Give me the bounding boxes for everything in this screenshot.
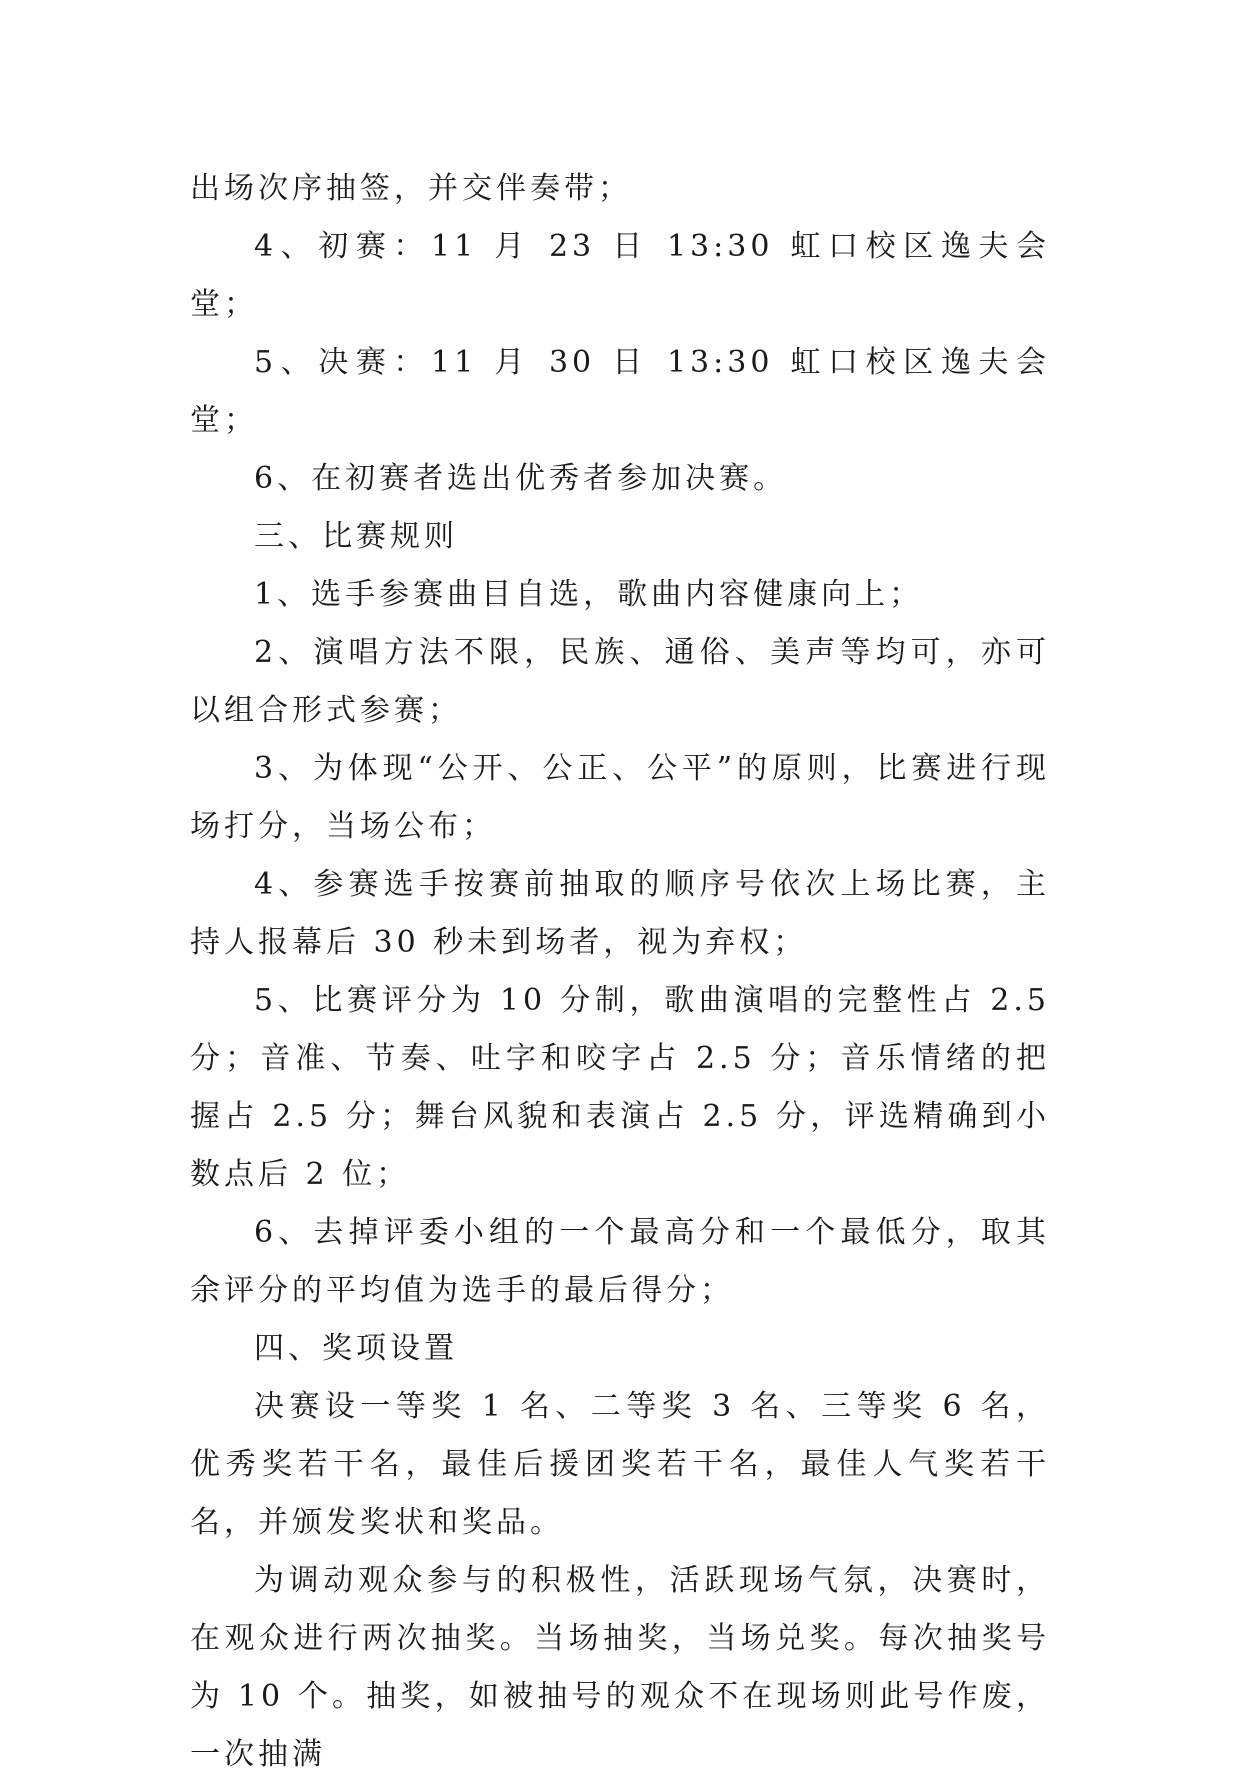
- paragraph-awards: 决赛设一等奖 1 名、二等奖 3 名、三等奖 6 名，优秀奖若干名，最佳后援团奖若干名，最佳人气奖若干名，并颁发奖状和奖品。: [190, 1389, 1050, 1540]
- paragraph-selection: 6、在初赛者选出优秀者参加决赛。: [254, 461, 788, 496]
- document-page: [190, 160, 1050, 1784]
- paragraph-final-schedule: 5、决赛：11 月 30 日 13:30 虹口校区逸夫会堂；: [190, 345, 1050, 438]
- paragraph-preliminary-schedule: 4、初赛：11 月 23 日 13:30 虹口校区逸夫会堂；: [190, 229, 1050, 322]
- paragraph-lottery: 为调动观众参与的积极性，活跃现场气氛，决赛时，在观众进行两次抽奖。当场抽奖，当场兑奖。每次抽奖号为 10 个。抽奖，如被抽号的观众不在现场则此号作废，一次抽满: [190, 1563, 1050, 1772]
- rule-item-4: 4、参赛选手按赛前抽取的顺序号依次上场比赛，主持人报幕后 30 秒未到场者，视为弃权；: [190, 867, 1050, 960]
- rule-item-5: 5、比赛评分为 10 分制，歌曲演唱的完整性占 2.5 分；音准、节奏、吐字和咬字占 2.5 分；音乐情绪的把握占 2.5 分；舞台风貌和表演占 2.5 分，评选精确到小数点后 2 位；: [190, 983, 1050, 1192]
- rule-item-6: 6、去掉评委小组的一个最高分和一个最低分，取其余评分的平均值为选手的最后得分；: [190, 1215, 1050, 1308]
- section-heading-awards: 四、奖项设置: [254, 1331, 458, 1366]
- section-heading-rules: 三、比赛规则: [254, 519, 458, 554]
- rule-item-1: 1、选手参赛曲目自选，歌曲内容健康向上；: [254, 577, 924, 612]
- paragraph-continuation: 出场次序抽签，并交伴奏带；: [190, 171, 632, 206]
- rule-item-3: 3、为体现“公开、公正、公平”的原则，比赛进行现场打分，当场公布；: [190, 751, 1050, 844]
- rule-item-2: 2、演唱方法不限，民族、通俗、美声等均可，亦可以组合形式参赛；: [190, 635, 1050, 728]
